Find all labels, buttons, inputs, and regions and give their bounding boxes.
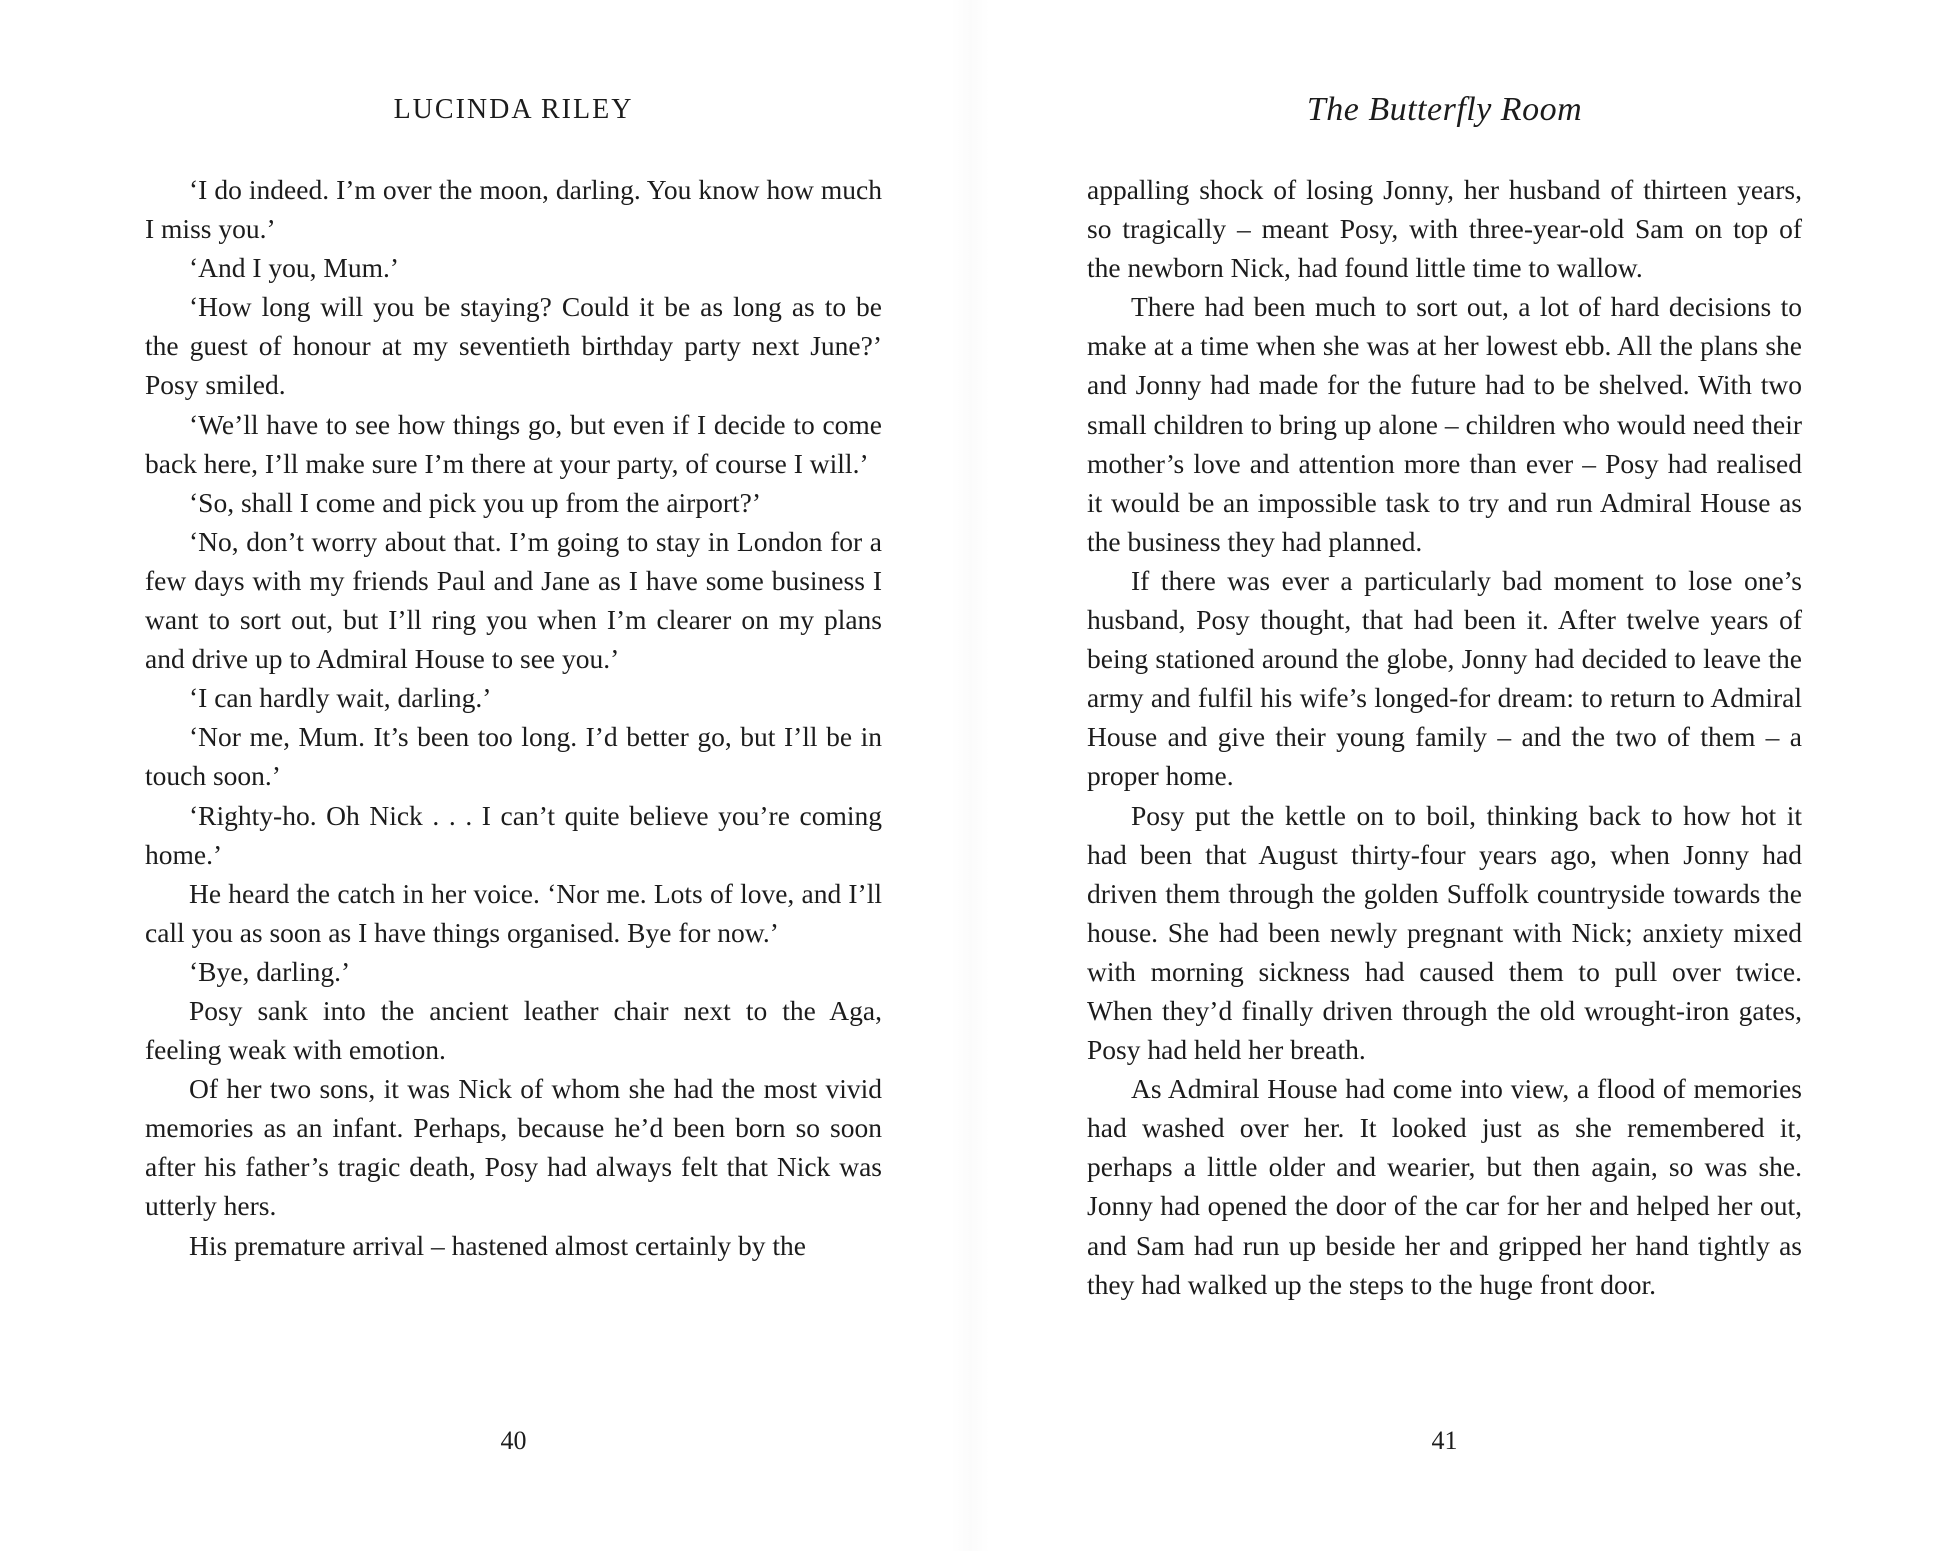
paragraph: If there was ever a particularly bad moment to lose one’s husband, Posy thought, that had been it. After twelve years of being stationed around the globe, Jonny had decided to leave the army and fulfil his wife’s longed-for dream: to return to Admiral House and give their young family – and the two of them – a proper home. <box>1087 564 1802 792</box>
paragraph: ‘Nor me, Mum. It’s been too long. I’d better go, but I’ll be in touch soon.’ <box>145 721 882 792</box>
paragraph: Of her two sons, it was Nick of whom she had the most vivid memories as an infant. Perhaps, because he’d been born so soon after his father’s tragic death, Posy had always felt that Nick was utterly hers. <box>145 1073 882 1222</box>
right-page <box>1087 0 1802 1551</box>
paragraph: appalling shock of losing Jonny, her husband of thirteen years, so tragically – meant Posy, with three-year-old Sam on top of the newborn Nick, had found little time to wallow. <box>1087 174 1802 284</box>
paragraph: ‘No, don’t worry about that. I’m going to stay in London for a few days with my friends Paul and Jane as I have some business I want to sort out, but I’ll ring you when I’m clearer on my plans and drive up to Admiral House to see you.’ <box>145 525 882 675</box>
paragraph: ‘Righty-ho. Oh Nick . . . I can’t quite believe you’re coming home.’ <box>145 799 882 870</box>
book-title-running-head: The Butterfly Room <box>1306 91 1583 128</box>
paragraph: ‘I can hardly wait, darling.’ <box>189 682 492 714</box>
paragraph: As Admiral House had come into view, a flood of memories had washed over her. It looked just as she remembered it, perhaps a little older and wearier, but then again, so was she. Jonny had opened the door of the car for her and helped her out, and Sam had run up beside her and gripped her hand tightly as they had walked up the steps to the huge front door. <box>1087 1073 1802 1300</box>
paragraph: ‘Bye, darling.’ <box>189 955 351 987</box>
author-running-head: LUCINDA RILEY <box>393 94 634 125</box>
gutter-shadow <box>950 0 990 1551</box>
paragraph: ‘We’ll have to see how things go, but even if I decide to come back here, I’ll make sure I’m there at your party, of course I will.’ <box>145 408 882 479</box>
paragraph: ‘And I you, Mum.’ <box>189 252 400 284</box>
left-page-text <box>145 170 882 1265</box>
paragraph: His premature arrival – hastened almost certainly by the <box>189 1229 807 1261</box>
paragraph: ‘How long will you be staying? Could it be as long as to be the guest of honour at my seventieth birthday party next June?’ Posy smiled. <box>145 291 882 401</box>
paragraph: ‘So, shall I come and pick you up from the airport?’ <box>189 486 761 518</box>
paragraph: Posy put the kettle on to boil, thinking back to how hot it had been that August thirty-four years ago, when Jonny had driven them through the golden Suffolk countryside towards the house. She had been newly pregnant with Nick; anxiety mixed with morning sickness had caused them to pull over twice. When they’d finally driven through the old wrought-iron gates, Posy had held her breath. <box>1087 799 1802 1066</box>
right-page-text <box>1087 170 1802 1304</box>
paragraph: Posy sank into the ancient leather chair next to the Aga, feeling weak with emotion. <box>145 994 882 1066</box>
paragraph: There had been much to sort out, a lot of hard decisions to make at a time when she was at her lowest ebb. All the plans she and Jonny had made for the future had to be shelved. With two small children to bring up alone – children who would need their mother’s love and attention more than ever – Posy had realised it would be an impossible task to try and run Admiral House as the business they had planned. <box>1087 291 1802 557</box>
page-number: 41 <box>1431 1426 1458 1455</box>
paragraph: ‘I do indeed. I’m over the moon, darling. You know how much I miss you.’ <box>145 174 882 245</box>
page-number: 40 <box>500 1426 527 1455</box>
left-page <box>145 0 882 1551</box>
paragraph: He heard the catch in her voice. ‘Nor me. Lots of love, and I’ll call you as soon as I have things organised. Bye for now.’ <box>145 877 882 948</box>
